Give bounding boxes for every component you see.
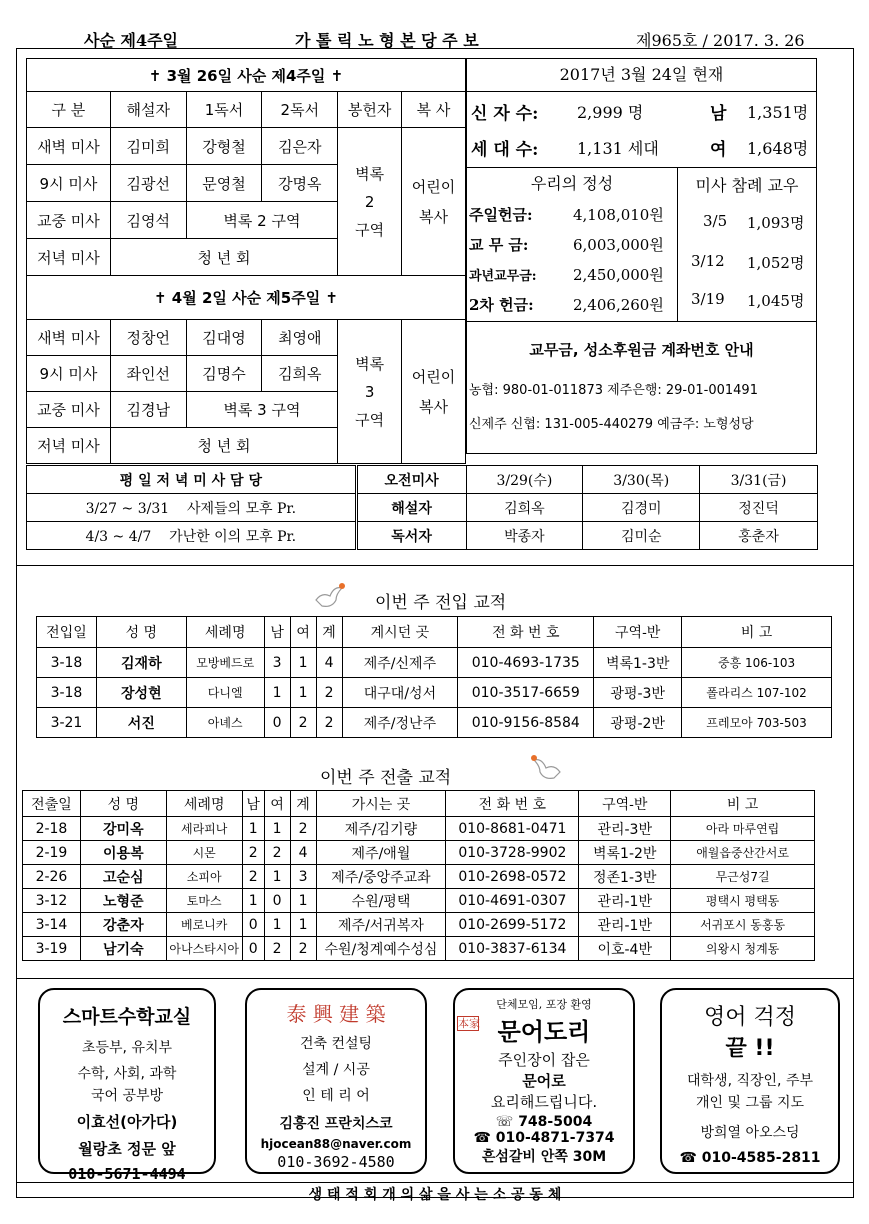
ad-arch-name: 泰 興 建 築 [286,1002,386,1026]
table-cell: 1 [242,889,264,913]
col-header: 세례명 [186,617,264,648]
table-cell: 2 [242,865,264,889]
phone-icon: ☎ [473,1130,496,1146]
col-header: 전입일 [37,617,97,648]
col-header: 복 사 [402,92,466,128]
table-cell: 애월읍중산간서로 [671,841,815,865]
ad-place: 월랑초 정문 앞 [78,1140,176,1158]
mass-name: 교중 미사 [27,392,111,428]
cell: 최영애 [262,320,338,356]
ad-line: 초등부, 유치부 [81,1040,173,1056]
commentator: 김희옥 [466,494,583,522]
attendance-date: 3/12 [691,252,725,270]
table-cell: 무근성7길 [671,865,815,889]
col-header: 계시던 곳 [342,617,458,648]
table-cell: 프레모아 703-503 [682,708,832,738]
schedule-week1-table [26,58,466,464]
ad-line: 주인장이 잡은 [498,1051,590,1069]
day-header: 3/31(금) [700,466,818,494]
table-cell: 강춘자 [80,913,166,937]
ad-owner: 방희열 아오스딩 [700,1125,800,1141]
issue-number: 제965호 / 2017. 3. 26 [636,31,805,50]
table-row [23,913,815,937]
ad-line: 요리해드립니다. [490,1093,598,1111]
table-cell: 제주/애월 [316,841,446,865]
col-header: 전출일 [23,791,81,817]
male-label: 남 [710,104,727,124]
col-header: 세례명 [166,791,242,817]
mass-name: 새벽 미사 [27,128,111,165]
offering-value: 2,406,260원 [573,296,664,314]
table-cell: 2-18 [23,817,81,841]
ad-food-badge: 本家 [458,1017,480,1030]
table-cell: 3-14 [23,913,81,937]
col-header: 전 화 번 호 [458,617,594,648]
table-cell: 남기숙 [80,937,166,961]
attendance-count: 1,052명 [747,254,805,272]
offering-value: 2,450,000원 [573,266,664,284]
offer-line: 구역 [355,410,385,429]
offer-line: 구역 [355,220,385,239]
ad-line: 대학생, 직장인, 주부 [687,1073,813,1089]
transfer-in-table [36,616,832,738]
table-cell: 3-19 [23,937,81,961]
ad-math-class [38,988,216,1183]
table-cell: 아나스타시아 [166,937,242,961]
section-divider [16,565,854,566]
table-cell: 노형준 [80,889,166,913]
offertory-cell [338,128,402,276]
ad-math-name: 스마트수학교실 [62,1006,192,1028]
ad-line: 수학, 사회, 과학 [77,1066,177,1082]
phone-icon: ☎ [679,1150,702,1166]
stats-panel [466,58,817,454]
believers-label: 신 자 수: [471,104,539,124]
cell: 청 년 회 [110,239,337,276]
commentator: 김경미 [583,494,700,522]
period: 3/27 ~ 3/31 [85,500,170,517]
table-cell: 강미옥 [80,817,166,841]
mass-name: 교중 미사 [27,202,111,239]
col-header: 성 명 [80,791,166,817]
col-header: 2독서 [262,92,338,128]
ad-english [660,988,840,1174]
table-cell: 1 [290,913,316,937]
table-cell: 서진 [96,708,186,738]
table-cell: 1 [264,913,290,937]
table-cell: 수원/청계예수성심 [316,937,446,961]
col-header: 계 [316,617,342,648]
table-cell: 중흥 106-103 [682,648,832,678]
transfer-in-title: 이번 주 전입 교적 [375,593,507,613]
table-cell: 010-3728-9902 [446,841,579,865]
transfer-out-table [22,790,815,961]
col-header: 비 고 [682,617,832,648]
table-cell: 010-3837-6134 [446,937,579,961]
table-cell: 4 [316,648,342,678]
female-label: 여 [710,140,727,160]
table-cell: 관리-1반 [579,889,671,913]
commentator-label: 해설자 [356,494,466,522]
table-row [23,865,815,889]
table-cell: 제주/신제주 [342,648,458,678]
day-header: 3/30(목) [583,466,700,494]
table-cell: 1 [264,865,290,889]
table-cell: 010-2698-0572 [446,865,579,889]
table-row [37,648,832,678]
cell: 문영철 [186,165,262,202]
table-cell: 서귀포시 동홍동 [671,913,815,937]
ad-line: 문어로 [522,1072,566,1090]
table-cell: 고순심 [80,865,166,889]
dove-icon [528,754,564,788]
table-cell: 010-9156-8584 [458,708,594,738]
account-line: 신제주 신협: 131-005-440279 예금주: 노형성당 [469,417,754,432]
server-line: 복사 [419,207,449,226]
table-cell: 1 [242,817,264,841]
table-cell: 2 [242,841,264,865]
cell: 김경남 [110,392,186,428]
ad-food-top: 단체모임, 포장 환영 [496,998,592,1011]
offering-label: 과년교무금: [469,269,537,284]
ad-phone: 010-5671-4494 [68,1165,186,1183]
col-header: 구역-반 [579,791,671,817]
evening-title: 평 일 저 녁 미 사 담 당 [27,466,357,494]
commentator: 정진덕 [700,494,818,522]
footer-divider [16,1182,854,1183]
table-cell: 2-19 [23,841,81,865]
households-label: 세 대 수: [471,140,539,160]
believers-value: 2,999 명 [577,103,644,122]
table-cell: 대구대/성서 [342,678,458,708]
week2-title: ✝ 4월 2일 사순 제5주일 ✝ [27,276,466,320]
offer-line: 3 [364,382,375,401]
mass-name: 저녁 미사 [27,428,111,464]
col-header: 비 고 [671,791,815,817]
dove-icon [312,582,348,616]
table-cell: 4 [290,841,316,865]
table-cell: 2 [316,678,342,708]
section-divider [16,978,854,979]
cell: 벽록 3 구역 [186,392,338,428]
table-row [23,841,815,865]
cell: 정창언 [110,320,186,356]
ad-phone: 748-5004 [518,1114,593,1130]
table-cell: 정존1-3반 [579,865,671,889]
table-cell: 2 [316,708,342,738]
col-header: 해설자 [110,92,186,128]
table-cell: 벽록1-3반 [594,648,682,678]
ad-line: 인 테 리 어 [302,1088,370,1104]
cell: 강형철 [186,128,262,165]
ad-english-title: 끝 !! [725,1036,775,1061]
offering-title: 우리의 정성 [530,174,614,193]
table-cell: 0 [264,708,290,738]
ad-phone: 010-3692-4580 [277,1153,395,1171]
table-row [23,937,815,961]
mass-name: 9시 미사 [27,165,111,202]
period: 4/3 ~ 4/7 [85,528,152,545]
server-line: 어린이 [411,367,456,386]
col-header: 가시는 곳 [316,791,446,817]
households-value: 1,131 세대 [577,139,659,158]
ad-line: 개인 및 그룹 지도 [695,1095,805,1111]
transfer-out-title: 이번 주 전출 교적 [320,768,452,788]
cell: 김은자 [262,128,338,165]
table-cell: 2 [264,841,290,865]
attendance-count: 1,045명 [747,292,805,310]
divider [467,167,816,168]
table-cell: 010-4693-1735 [458,648,594,678]
day-header: 3/29(수) [466,466,583,494]
table-cell: 010-4691-0307 [446,889,579,913]
col-header: 1독서 [186,92,262,128]
mass-name: 9시 미사 [27,356,111,392]
col-header: 전 화 번 호 [446,791,579,817]
offer-line: 벽록 [355,164,385,183]
table-cell: 0 [264,889,290,913]
table-cell: 2 [290,708,316,738]
reader: 김미순 [583,522,700,550]
cell: 청 년 회 [110,428,337,464]
col-header: 구 분 [27,92,111,128]
table-cell: 아라 마루연립 [671,817,815,841]
evening-row [27,494,357,522]
table-cell: 1 [290,648,316,678]
table-cell: 관리-3반 [579,817,671,841]
week-label: 사순 제4주일 [84,31,178,50]
ad-place: 흔섬갈비 안쪽 30M [481,1149,607,1165]
col-header: 남 [264,617,290,648]
offer-line: 2 [364,192,375,211]
table-cell: 2 [290,937,316,961]
cell: 김명수 [186,356,262,392]
mass-name: 저녁 미사 [27,239,111,276]
offering-label: 교 무 금: [469,236,529,254]
account-title: 교무금, 성소후원금 계좌번호 안내 [529,341,754,359]
table-row [37,678,832,708]
ad-phone: 010-4585-2811 [701,1150,821,1166]
server-cell [402,320,466,464]
reader: 홍춘자 [700,522,818,550]
offering-value: 6,003,000원 [573,236,664,254]
table-cell: 소피아 [166,865,242,889]
table-cell: 이용복 [80,841,166,865]
table-cell: 0 [242,913,264,937]
table-cell: 3-12 [23,889,81,913]
table-cell: 벽록1-2반 [579,841,671,865]
table-cell: 1 [290,889,316,913]
cell: 좌인선 [110,356,186,392]
table-cell: 1 [264,817,290,841]
table-cell: 제주/김기량 [316,817,446,841]
col-header: 여 [290,617,316,648]
cell: 김미희 [110,128,186,165]
ad-food-name: 문어도리 [497,1018,591,1046]
table-cell: 제주/중앙주교좌 [316,865,446,889]
table-cell: 010-2699-5172 [446,913,579,937]
table-cell: 관리-1반 [579,913,671,937]
offering-label: 2차 헌금: [469,296,534,314]
table-header-row [37,617,832,648]
table-row [37,708,832,738]
table-cell: 시몬 [166,841,242,865]
table-cell: 토마스 [166,889,242,913]
table-cell: 3-18 [37,678,97,708]
table-cell: 2 [290,817,316,841]
female-value: 1,648명 [747,139,809,158]
group: 사제들의 모후 Pr. [186,500,297,517]
table-cell: 아녜스 [186,708,264,738]
week1-title: ✝ 3월 26일 사순 제4주일 ✝ [27,59,466,92]
table-cell: 제주/서귀복자 [316,913,446,937]
bulletin-title: 가 톨 릭 노 형 본 당 주 보 [295,31,479,50]
divider [467,321,816,322]
ad-restaurant [453,988,635,1174]
table-cell: 장성현 [96,678,186,708]
table-cell: 010-3517-6659 [458,678,594,708]
phone-icon: ☏ [495,1114,519,1130]
group: 가난한 이의 모후 Pr. [169,528,297,545]
ad-english-title: 영어 걱정 [703,1005,796,1030]
table-row [23,889,815,913]
col-header: 성 명 [96,617,186,648]
offering-label: 주일헌금: [469,206,533,224]
col-header: 여 [264,791,290,817]
offer-line: 벽록 [355,354,385,373]
table-cell: 3-18 [37,648,97,678]
offering-value: 4,108,010원 [573,206,664,224]
account-line: 농협: 980-01-011873 제주은행: 29-01-001491 [469,383,758,398]
table-cell: 제주/정난주 [342,708,458,738]
server-cell [402,128,466,276]
table-cell: 김재하 [96,648,186,678]
ad-phone: 010-4871-7374 [495,1130,615,1146]
server-line: 복사 [419,397,449,416]
table-cell: 1 [264,678,290,708]
ad-architecture [245,988,427,1174]
evening-mass-table [26,465,818,550]
table-cell: 광평-2반 [594,708,682,738]
cell: 김광선 [110,165,186,202]
table-cell: 1 [290,678,316,708]
ad-line: 설계 / 시공 [302,1062,370,1078]
reader-label: 독서자 [356,522,466,550]
table-cell: 3 [290,865,316,889]
table-cell: 3-21 [37,708,97,738]
ad-email: hjocean88@naver.com [260,1137,412,1151]
col-header: 구역-반 [594,617,682,648]
table-row [23,817,815,841]
table-cell: 폴라리스 107-102 [682,678,832,708]
attendance-title: 미사 참례 교우 [695,176,799,195]
table-cell: 수원/평택 [316,889,446,913]
col-header: 봉헌자 [338,92,402,128]
mass-name: 새벽 미사 [27,320,111,356]
table-cell: 0 [242,937,264,961]
ad-line: 국어 공부방 [90,1088,164,1104]
attendance-count: 1,093명 [747,214,805,232]
server-line: 어린이 [411,177,456,196]
table-header-row [23,791,815,817]
table-cell: 이호-4반 [579,937,671,961]
cell: 벽록 2 구역 [186,202,338,239]
table-cell: 광평-3반 [594,678,682,708]
table-cell: 2-26 [23,865,81,889]
reader: 박종자 [466,522,583,550]
cell: 강명옥 [262,165,338,202]
evening-row [27,522,357,550]
footer-motto: 생 태 적 회 개 의 삶 을 사 는 소 공 동 체 [308,1187,562,1203]
table-cell: 010-8681-0471 [446,817,579,841]
ad-line: 건축 컨설팅 [299,1036,373,1052]
table-cell: 세라피나 [166,817,242,841]
table-cell: 3 [264,648,290,678]
table-cell: 베로니카 [166,913,242,937]
male-value: 1,351명 [747,103,809,122]
cell: 김희옥 [262,356,338,392]
ad-owner: 김흥진 프란치스코 [279,1116,393,1132]
stats-date-title: 2017년 3월 24일 현재 [467,59,816,92]
offertory-cell [338,320,402,464]
attendance-date: 3/19 [691,290,725,308]
table-cell: 평택시 평택동 [671,889,815,913]
morning-label: 오전미사 [356,466,466,494]
cell: 김대영 [186,320,262,356]
table-cell: 모방베드로 [186,648,264,678]
table-cell: 의왕시 청계동 [671,937,815,961]
cell: 김영석 [110,202,186,239]
ad-owner: 이효선(아가다) [76,1113,178,1131]
table-cell: 다니엘 [186,678,264,708]
col-header: 남 [242,791,264,817]
attendance-date: 3/5 [703,212,728,230]
table-cell: 2 [264,937,290,961]
col-header: 계 [290,791,316,817]
